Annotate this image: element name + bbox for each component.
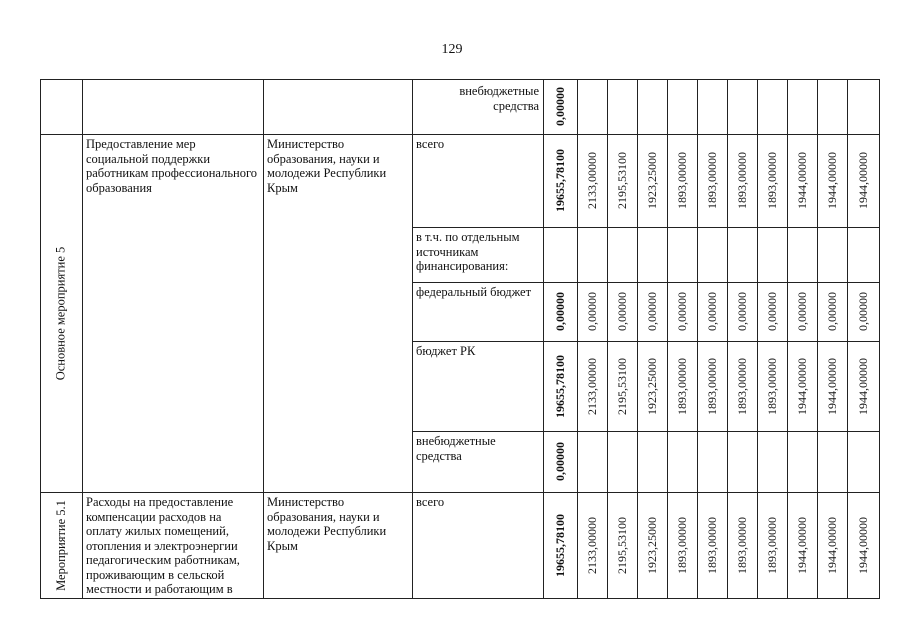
- value-7: 1893,00000: [764, 152, 779, 209]
- measure-code-cell: [40, 492, 82, 599]
- value-3-cell: [637, 134, 667, 227]
- value-2-cell: [607, 282, 637, 341]
- table-grid-line: [787, 79, 788, 599]
- value-6: 1893,00000: [734, 357, 749, 415]
- value-4-cell: [667, 341, 697, 431]
- table-grid-line: [40, 598, 880, 599]
- value-9: 1944,00000: [824, 517, 839, 574]
- page-number: 129: [441, 42, 463, 57]
- value-8: 1944,00000: [794, 357, 809, 415]
- value-0-cell: [543, 134, 577, 227]
- budget-table: [40, 79, 880, 599]
- value-6: 1893,00000: [734, 517, 749, 574]
- value-5: 1893,00000: [704, 357, 719, 415]
- value-4: 1893,00000: [674, 357, 689, 415]
- table-grid-line: [412, 341, 880, 342]
- value-10: 1944,00000: [856, 152, 870, 209]
- value-9: 1944,00000: [824, 152, 839, 209]
- value-2: 2195,53100: [614, 152, 629, 209]
- table-grid-line: [543, 79, 544, 599]
- table-grid-line: [847, 79, 848, 599]
- value-2-cell: [607, 492, 637, 599]
- value-7: 0,00000: [764, 292, 779, 331]
- value-8: 0,00000: [794, 292, 809, 331]
- value-5-cell: [697, 492, 727, 599]
- measure-code: Мероприятие 5.1: [53, 500, 68, 591]
- value-7: 1893,00000: [764, 357, 779, 415]
- value-7-cell: [757, 282, 787, 341]
- value-10-cell: [847, 282, 880, 341]
- value-3-cell: [637, 282, 667, 341]
- table-grid-line: [263, 79, 264, 599]
- table-grid-line: [40, 134, 880, 135]
- value-10-cell: [847, 134, 880, 227]
- value-7-cell: [757, 134, 787, 227]
- value-3-cell: [637, 341, 667, 431]
- value-0-cell: [543, 341, 577, 431]
- value-0: 0,00000: [552, 292, 567, 331]
- value-0-cell: [543, 492, 577, 599]
- value-8: 1944,00000: [794, 152, 809, 209]
- value-9-cell: [817, 282, 847, 341]
- value-2-cell: [607, 134, 637, 227]
- value-5-cell: [697, 282, 727, 341]
- table-grid-line: [607, 79, 608, 599]
- value-2-cell: [607, 341, 637, 431]
- measure-code-cell: [40, 134, 82, 492]
- value-5: 0,00000: [704, 292, 719, 331]
- value-9-cell: [817, 134, 847, 227]
- value-2: 2195,53100: [614, 357, 629, 415]
- table-grid-line: [727, 79, 728, 599]
- value-8: 1944,00000: [794, 517, 809, 574]
- value-2: 0,00000: [614, 292, 629, 331]
- value-4-cell: [667, 134, 697, 227]
- table-grid-line: [412, 227, 880, 228]
- value-5-cell: [697, 341, 727, 431]
- value-0: 19655,78100: [552, 149, 567, 212]
- value-1-cell: [577, 492, 607, 599]
- value-3: 1923,25000: [644, 152, 659, 209]
- value-10: 1944,00000: [856, 357, 870, 415]
- value-0: 0,00000: [552, 442, 567, 481]
- value-10-cell: [847, 341, 880, 431]
- value-2: 2195,53100: [614, 517, 629, 574]
- measure-executor: Министерство образования, науки и молодежи Республики Крым: [267, 137, 387, 195]
- measure-code: Основное мероприятие 5: [53, 246, 68, 380]
- value-6: 1893,00000: [734, 152, 749, 209]
- value-9: 0,00000: [824, 292, 839, 331]
- value-6-cell: [727, 134, 757, 227]
- funding-source: бюджет РК: [416, 344, 476, 358]
- value-4-cell: [667, 492, 697, 599]
- table-grid-line: [667, 79, 668, 599]
- funding-source: в т.ч. по отдельным источникам финансирования:: [416, 230, 520, 273]
- table-grid-line: [879, 79, 880, 599]
- value-10: 0,00000: [856, 292, 870, 331]
- table-grid-line: [40, 79, 880, 80]
- value-1-cell: [577, 341, 607, 431]
- value-8-cell: [787, 134, 817, 227]
- value-7: 1893,00000: [764, 517, 779, 574]
- value-10-cell: [847, 492, 880, 599]
- table-grid-line: [757, 79, 758, 599]
- table-grid-line: [577, 79, 578, 599]
- value-10: 1944,00000: [856, 517, 870, 574]
- table-grid-line: [40, 79, 41, 599]
- value-6: 0,00000: [734, 292, 749, 331]
- value-7-cell: [757, 492, 787, 599]
- value-5: 1893,00000: [704, 517, 719, 574]
- value-0-cell: [543, 282, 577, 341]
- value-3: 1923,25000: [644, 357, 659, 415]
- measure-name: Предоставление мер социальной поддержки работникам профессионального образования: [86, 137, 258, 195]
- value-1-cell: [577, 282, 607, 341]
- value-8-cell: [787, 341, 817, 431]
- value-6-cell: [727, 492, 757, 599]
- value-4: 0,00000: [674, 292, 689, 331]
- table-grid-line: [412, 431, 880, 432]
- table-grid-line: [412, 79, 413, 599]
- funding-source: всего: [416, 495, 445, 509]
- value-3: 0,00000: [644, 292, 659, 331]
- value-5: 1893,00000: [704, 152, 719, 209]
- table-grid-line: [817, 79, 818, 599]
- value-0-cell: [543, 431, 577, 492]
- value-1: 2133,00000: [584, 517, 599, 574]
- value-3-cell: [637, 492, 667, 599]
- table-grid-line: [412, 282, 880, 283]
- table-grid-line: [697, 79, 698, 599]
- value-4-cell: [667, 282, 697, 341]
- funding-source-label: внебюджетные средства: [459, 84, 539, 113]
- value-0-cell: [543, 79, 577, 134]
- value-9-cell: [817, 492, 847, 599]
- measure-executor: Министерство образования, науки и молодежи Республики Крым: [267, 495, 387, 553]
- measure-name: Расходы на предоставление компенсации расходов на оплату жилых помещений, отопления и электроэнергии педагогическим работникам, проживающим в сельской местности и работающим в: [86, 495, 240, 596]
- value-9: 1944,00000: [824, 357, 839, 415]
- value-1-cell: [577, 134, 607, 227]
- value-4: 1893,00000: [674, 152, 689, 209]
- value-0: 0,00000: [552, 87, 567, 126]
- table-grid-line: [637, 79, 638, 599]
- table-grid-line: [82, 79, 83, 599]
- value-0: 19655,78100: [552, 354, 567, 418]
- value-4: 1893,00000: [674, 517, 689, 574]
- value-0: 19655,78100: [552, 514, 567, 577]
- funding-source: федеральный бюджет: [416, 285, 532, 299]
- value-1: 2133,00000: [584, 152, 599, 209]
- value-1: 0,00000: [584, 292, 599, 331]
- value-6-cell: [727, 282, 757, 341]
- value-6-cell: [727, 341, 757, 431]
- value-1: 2133,00000: [584, 357, 599, 415]
- value-8-cell: [787, 282, 817, 341]
- funding-source: внебюджетные средства: [416, 434, 496, 463]
- value-7-cell: [757, 341, 787, 431]
- value-3: 1923,25000: [644, 517, 659, 574]
- value-5-cell: [697, 134, 727, 227]
- value-8-cell: [787, 492, 817, 599]
- value-9-cell: [817, 341, 847, 431]
- table-grid-line: [40, 492, 880, 493]
- funding-source: всего: [416, 137, 445, 151]
